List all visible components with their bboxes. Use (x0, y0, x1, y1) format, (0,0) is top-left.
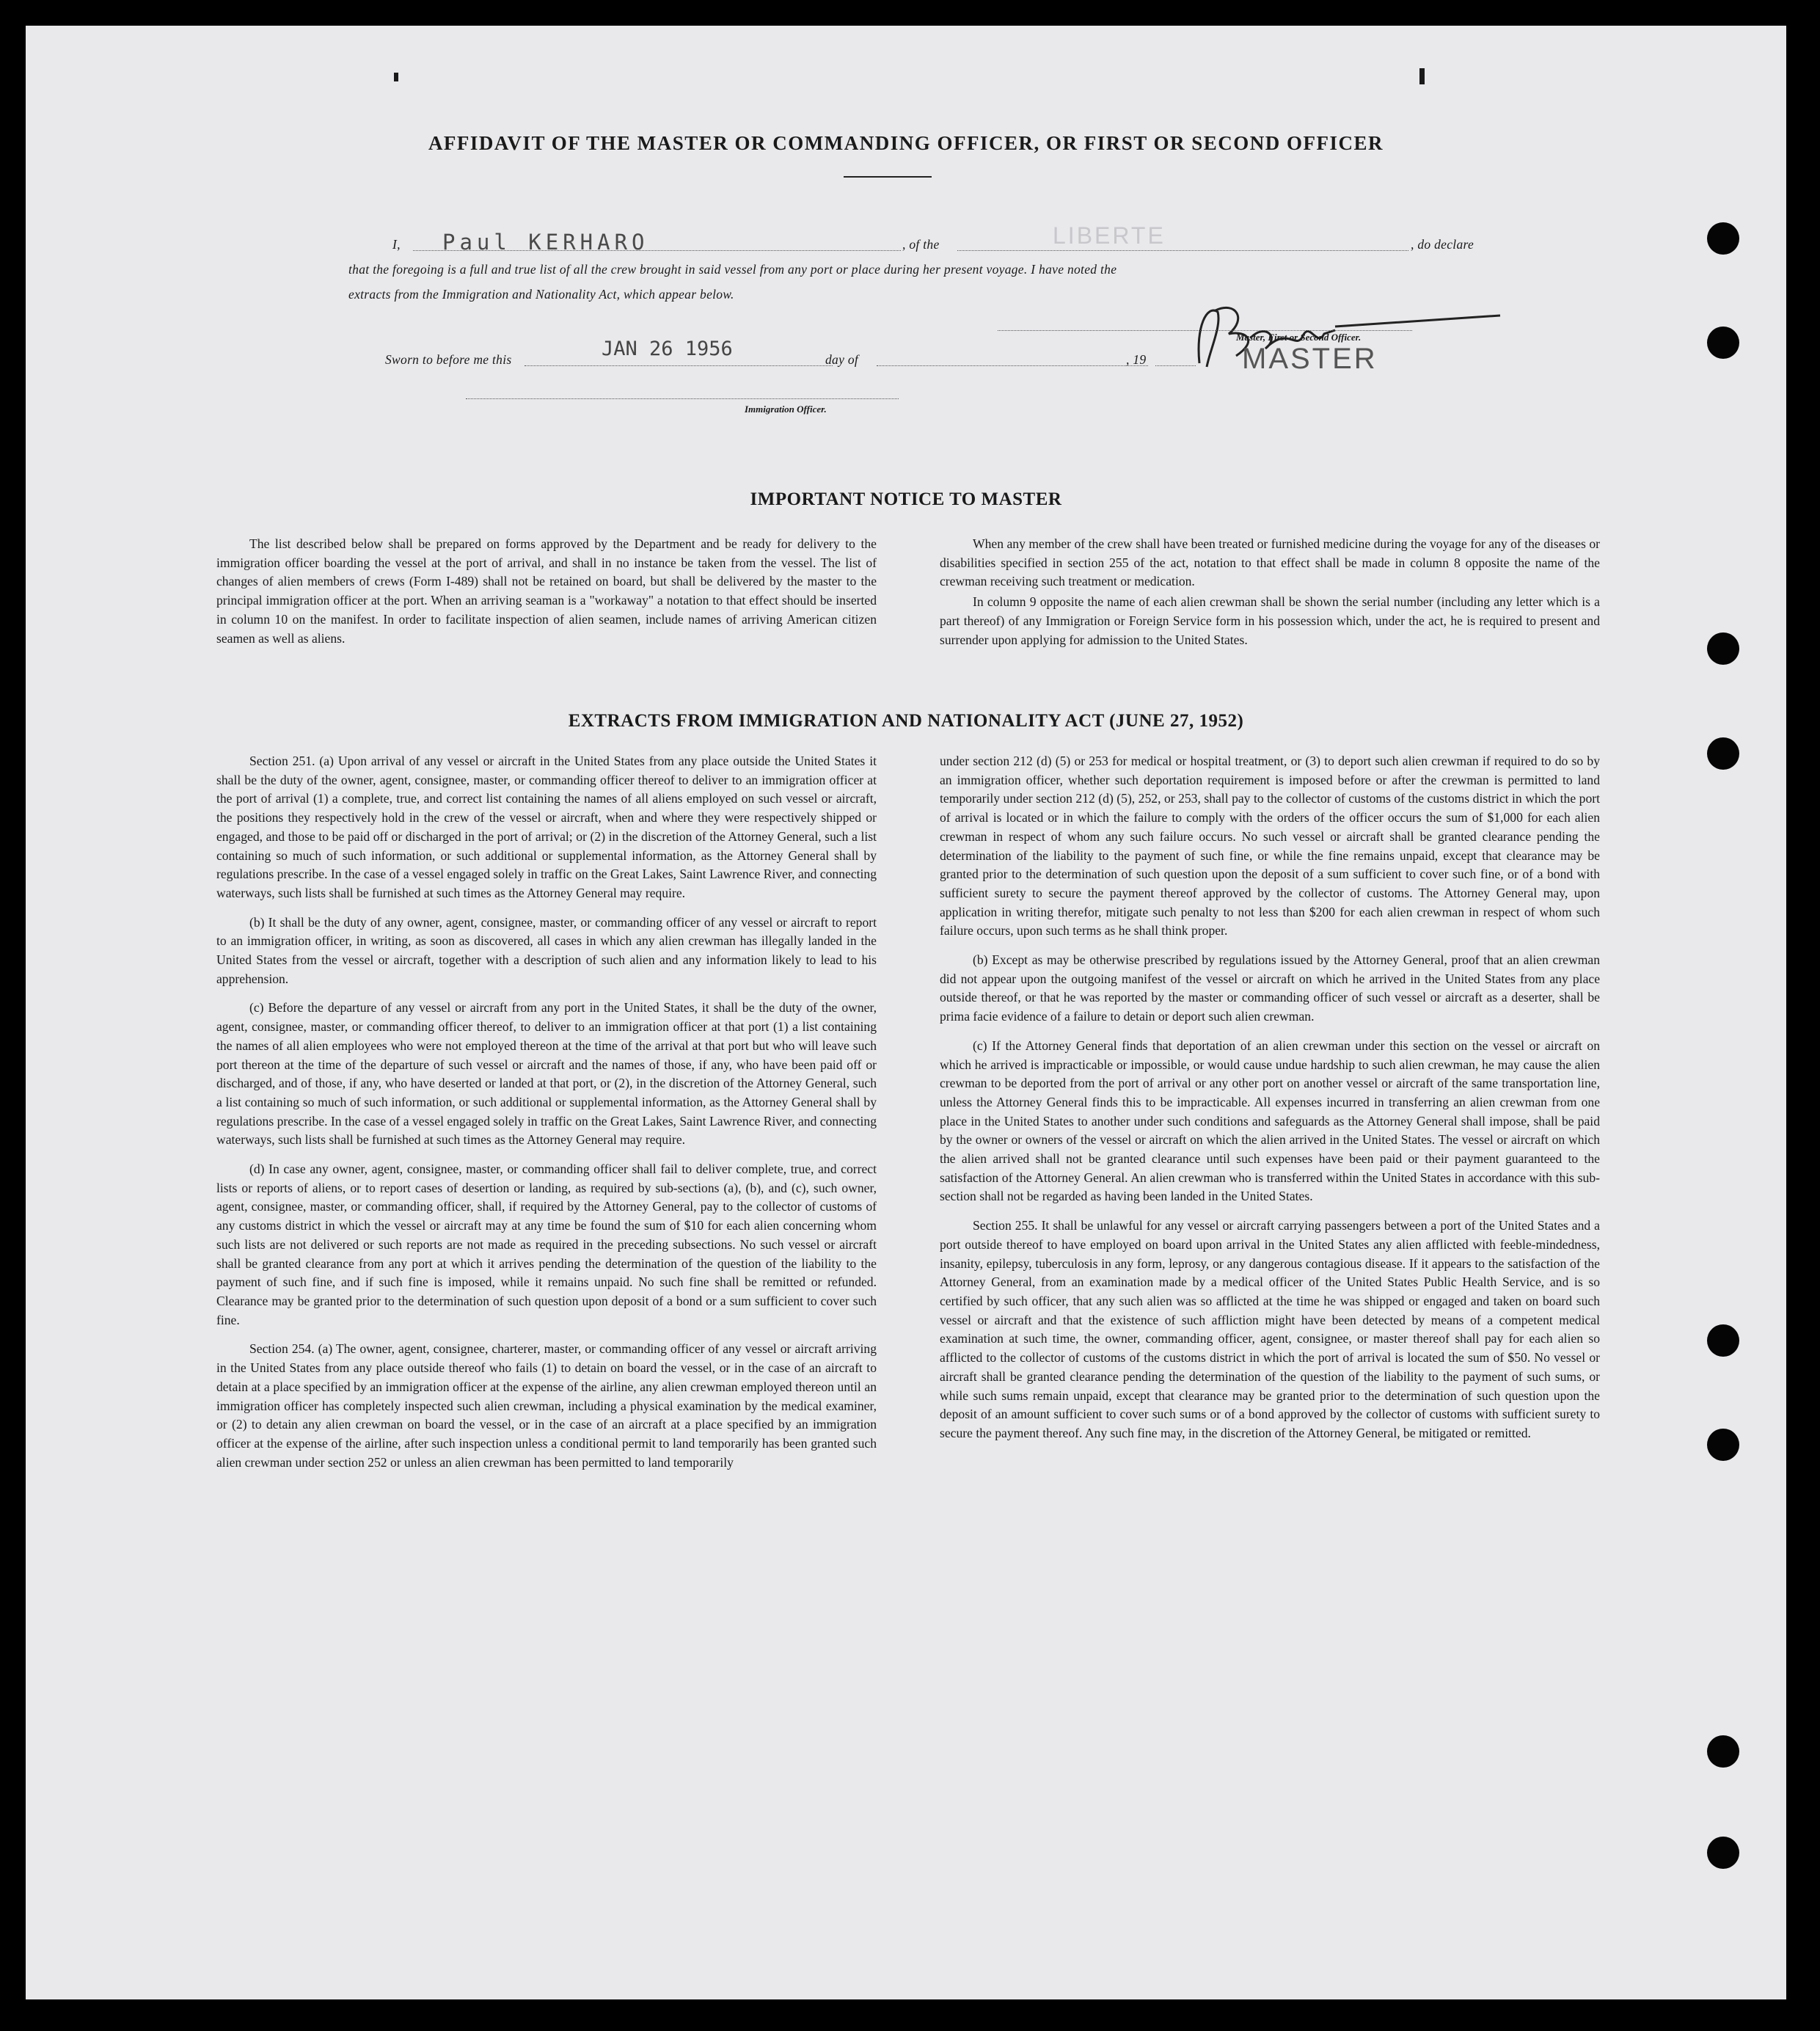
sworn-date-value: JAN 26 1956 (602, 338, 733, 360)
title-rule (844, 176, 932, 178)
notice-paragraph: The list described below shall be prepared on forms approved by the Department and be ready for delivery to the immigration officer boarding the vessel at the port of arrival, and shall in no instance be taken from the vessel. The list of changes of alien members of crews (Form I-489) shall not be retained on board, but shall be delivered by the master to the principal immigration officer at the port. When an arriving seaman is a "workaway" a notation to that effect should be inserted in column 10 on the manifest. In order to facilitate inspection of alien seamen, include names of arriving American citizen seamen as well as aliens. (216, 536, 877, 646)
act-paragraph: (b) It shall be the duty of any owner, agent, consignee, master, or commanding officer of any vessel or aircraft to report to an immigration officer, in writing, as soon as discovered, all cases in which any alien crewman has illegally landed in the United States from the vessel or aircraft, together with a description of such alien and any information likely to lead to his apprehension. (216, 914, 877, 986)
binder-hole (1707, 737, 1739, 770)
act-paragraph: Section 254. (a) The owner, agent, consignee, charterer, master, or commanding officer of any vessel or aircraft arriving in the United States from any place outside thereof who fails (1) to detain on board the vessel, or in the case of an aircraft to detain at a place specified by an immigration officer at the expense of the airline, any alien crewman employed thereon until an immigration officer has completely inspected such alien crewman, including a physical examination by the medical examiner, or (2) to detain any alien crewman on board the vessel, or in the case of an aircraft at a place specified by an immigration officer at the expense of the airline, after such inspection unless a conditional permit to land temporarily has been granted such alien crewman under section 252 or unless an alien crewman has been permitted to land temporarily (216, 1341, 877, 1470)
act-paragraph: (d) In case any owner, agent, consignee, master, or commanding officer shall fail to deliver complete, true, and correct lists or reports of aliens, or to report cases of desertion or landing, as required by sub-sections (a), (b), and (c), such owner, agent, consignee, master, or commanding officer, shall, if required by the Attorney General, pay to the collector of customs of any customs district in which the vessel or aircraft may at any time be found the sum of $10 for each alien concerning whom such lists are not delivered or such reports are not made as required in the preceding subsections. No such vessel or aircraft shall be granted clearance from any port at which it arrives pending the determination of the question of the liability to the payment of such fine, and if such fine is imposed, while it remains unpaid. No such fine shall be remitted or refunded. Clearance may be granted prior to the determination of such question upon deposit of a bond or a sum sufficient to cover such fine. (216, 1162, 877, 1327)
sworn-label: Sworn to before me this (385, 352, 512, 367)
ink-mark (394, 73, 398, 81)
ink-mark (1419, 68, 1425, 84)
rank-stamp: MASTER (1242, 343, 1378, 375)
extracts-right-column (940, 752, 1600, 1454)
act-paragraph: Section 255. It shall be unlawful for any vessel or aircraft carrying passengers between a port of the United States and a port outside thereof to have employed on board upon arrival in the United States any alien afflicted with feeble-mindedness, insanity, epilepsy, tuberculosis in any form, leprosy, or any dangerous contagious disease. If it appears to the satisfaction of the Attorney General, from an examination made by a medical officer of the United States Public Health Service, and is so certified by such officer, that any such alien was so afflicted at the time he was shipped or engaged and taken on board such vessel or aircraft and that the existence of such affliction might have been detected by means of a competent medical examination at such time, the owner, commanding officer, agent, consignee, or master thereof shall pay for each alien so afflicted to the collector of customs of the customs district in which the port of arrival is located the sum of $50. No vessel or aircraft shall be granted clearance pending the determination of the question of the liability to the payment of such sums, or while such sums remain unpaid, except that clearance may be granted prior to the determination of such question upon the deposit of an amount sufficient to cover such sums or of a bond approved by the collector of customs with sufficient surety to secure the payment thereof. Any such fine may, in the discretion of the Attorney General, be mitigated or remitted. (940, 1218, 1600, 1440)
notice-left-column (216, 535, 877, 658)
do-declare-label: , do declare (1411, 237, 1474, 252)
declaration-line-2: extracts from the Immigration and Nationality Act, which appear below. (348, 287, 734, 302)
year-line (1155, 365, 1196, 366)
act-paragraph: Section 251. (a) Upon arrival of any vessel or aircraft in the United States from any place outside the United States it shall be the duty of the owner, agent, consignee, master, or commanding officer thereof to deliver to an immigration officer at the port of arrival (1) a complete, true, and correct list containing the names of all aliens employed on such vessel or aircraft, the positions they respectively hold in the crew of the vessel or aircraft, when and where they were respectively shipped or engaged, and those to be paid off or discharged in the port of arrival; or (2) in the discretion of the Attorney General, such a list containing so much of such information, or such additional or supplemental information, as the Attorney General shall by regulations prescribe. In the case of a vessel engaged solely in traffic on the Great Lakes, Saint Lawrence River, and connecting waterways, such lists shall be furnished at such times as the Attorney General may require. (216, 754, 877, 900)
master-name-value: Paul KERHARO (442, 230, 649, 255)
act-paragraph: (b) Except as may be otherwise prescribed by regulations issued by the Attorney General, proof that an alien crewman did not appear upon the outgoing manifest of the vessel or aircraft on which he arrived in the United States from any place outside thereof, or that he was reported by the master or commanding officer of such vessel or aircraft as a deserter, shall be prima facie evidence of a failure to detain or deport such alien crewman. (940, 952, 1600, 1024)
declaration-line-1: that the foregoing is a full and true list of all the crew brought in said vessel from any port or place during her present voyage. I have noted the (348, 262, 1117, 277)
i-label: I, (392, 237, 401, 252)
binder-hole (1707, 1324, 1739, 1357)
act-paragraph: (c) Before the departure of any vessel or aircraft from any port in the United States, it shall be the duty of the owner, agent, consignee, master, or commanding officer thereof, to deliver to an immigration officer at that port (1) a list containing the names of all alien employees who were not employed thereon at the time of the arrival at that port but who will leave such port thereon at the time of the departure of such vessel or aircraft and the names of those, if any, who have been paid off or discharged, and of those, if any, who have deserted or landed at that port, or (2), in the discretion of the Attorney General, such a list containing so much of such information, or such additional or supplemental information, as the Attorney General shall by regulations prescribe. In the case of a vessel engaged solely in traffic on the Great Lakes, Saint Lawrence River, and connecting waterways, such lists shall be furnished at such times as the Attorney General may require. (216, 1000, 877, 1148)
extracts-left-column (216, 752, 877, 1482)
binder-hole (1707, 1735, 1739, 1768)
notice-paragraph: When any member of the crew shall have been treated or furnished medicine during the voyage for any of the diseases or disabilities specified in section 255 of the act, notation to that effect shall be made in column 8 opposite the name of the crewman receiving such treatment or medication. (940, 536, 1600, 589)
signature-label: Master, First or Second Officer. (1236, 332, 1362, 343)
of-the-label: , of the (902, 237, 940, 252)
officer-label: Immigration Officer. (745, 404, 827, 415)
binder-hole (1707, 1837, 1739, 1869)
signature-line (998, 330, 1412, 331)
affidavit-title: AFFIDAVIT OF THE MASTER OR COMMANDING OFFICER, OR FIRST OR SECOND OFFICER (428, 132, 1384, 154)
binder-hole (1707, 1429, 1739, 1461)
binder-hole (1707, 327, 1739, 359)
year-label: , 19 (1126, 352, 1147, 367)
vessel-name-value: LIBERTE (1053, 222, 1166, 249)
sworn-date-line (525, 365, 833, 366)
day-of-label: day of (825, 352, 859, 367)
binder-hole (1707, 632, 1739, 665)
notice-title: IMPORTANT NOTICE TO MASTER (750, 489, 1062, 509)
document-page (26, 26, 1786, 1999)
notice-paragraph: In column 9 opposite the name of each alien crewman shall be shown the serial number (including any letter which is a part thereof) of any Immigration or Foreign Service form in his possession which, under the act, he is required to present and surrender upon applying for admission to the United States. (940, 594, 1600, 647)
extracts-title: EXTRACTS FROM IMMIGRATION AND NATIONALITY ACT (JUNE 27, 1952) (568, 711, 1244, 731)
act-paragraph: under section 212 (d) (5) or 253 for medical or hospital treatment, or (3) to deport such alien crewman if required to do so by an immigration officer, whether such deportation requirement is imposed before or after the crewman is permitted to land temporarily under section 212 (d) (5), 252, or 253, shall pay to the collector of customs of the customs district in which the port of arrival is located or in which the failure to comply with the orders of the officer occurs the sum of $1,000 for each alien crewman in respect of whom any such failure occurs. No such vessel or aircraft shall be granted clearance pending the determination of the liability to the payment of such fine, or while the fine remains unpaid, except that clearance may be granted prior to the determination of such question upon the deposit of a sum sufficient to cover such fine, or of a bond with sufficient surety to secure the payment thereof approved by the collector of customs. The Attorney General may, upon application in writing therefor, mitigate such penalty to not less than $200 for each alien crewman in respect of whom such failure occurs, upon such terms as he shall think proper. (940, 754, 1600, 938)
month-line (877, 365, 1148, 366)
act-paragraph: (c) If the Attorney General finds that deportation of an alien crewman under this section on the vessel or aircraft on which he arrived is impracticable or impossible, or would cause undue hardship to such alien crewman, he may cause the alien crewman to be deported from the port of arrival or any other port on another vessel or aircraft of the same transportation line, unless the Attorney General finds this to be impracticable. All expenses incurred in transferring an alien crewman from one place in the United States to another under such conditions and safeguards as the Attorney General shall impose, shall be paid by the owner or owners of the vessel or aircraft on which the alien arrived in the United States. The vessel or aircraft on which the alien arrived shall not be granted clearance until such expenses have been paid or their payment guaranteed to the satisfaction of the Attorney General. An alien crewman who is transferred within the United States in accordance with this sub-section shall not be regarded as having been landed in the United States. (940, 1038, 1600, 1204)
officer-line (466, 398, 899, 399)
binder-hole (1707, 222, 1739, 255)
vessel-line (957, 250, 1408, 251)
notice-right-column (940, 535, 1600, 660)
